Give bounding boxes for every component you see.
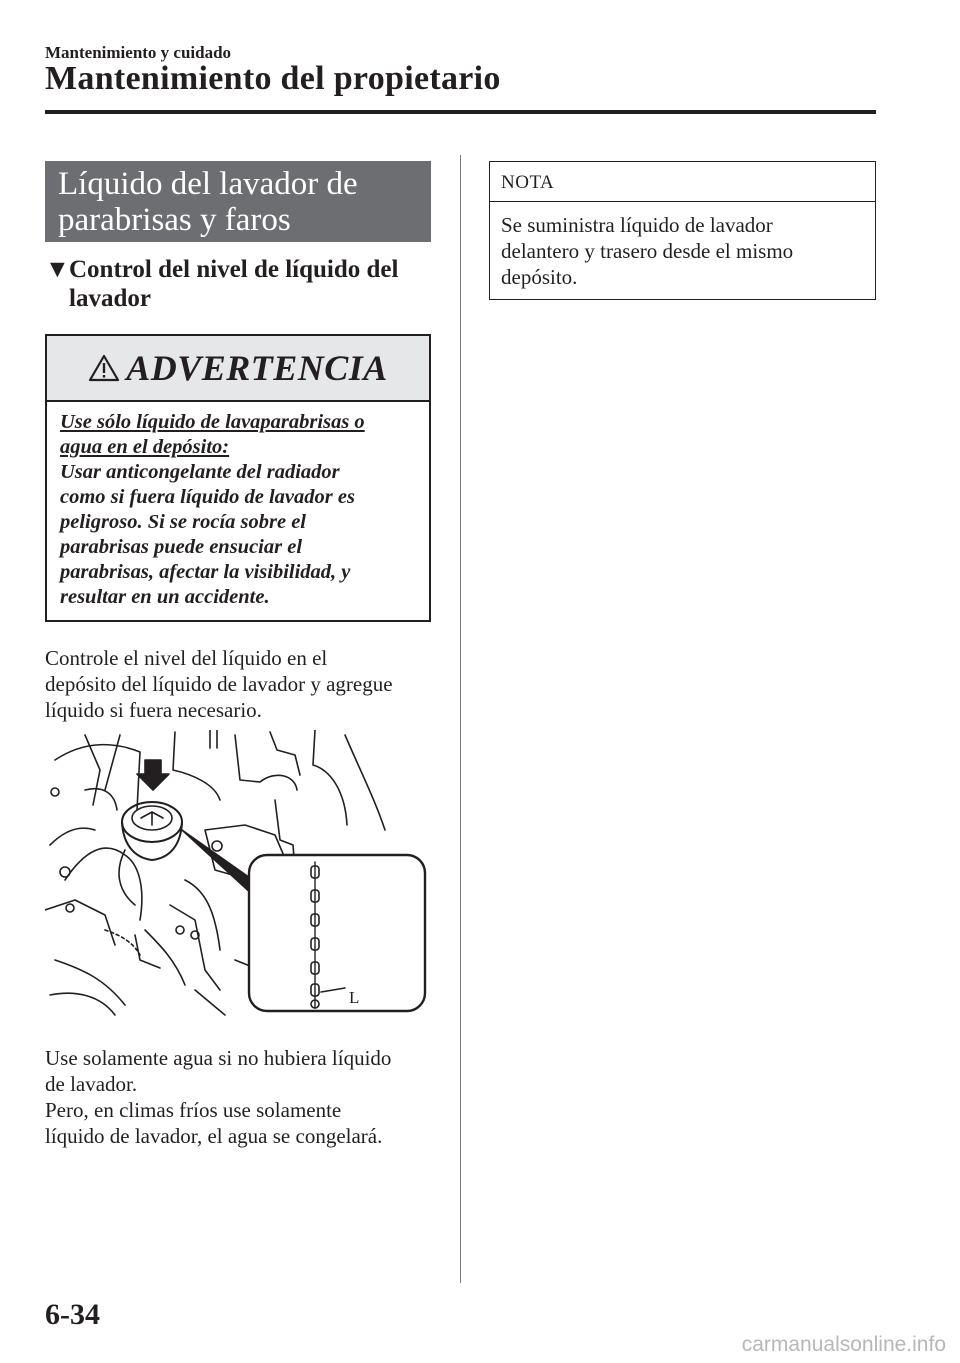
note-box — [489, 161, 876, 300]
warning-header — [47, 336, 429, 402]
warning-triangle-icon — [88, 354, 120, 382]
subheading-marker: ▼ — [45, 256, 70, 283]
paragraph-check-level — [45, 645, 445, 723]
topic-header — [45, 161, 431, 242]
warning-line-3: peligroso. Si se rocía sobre el — [60, 511, 306, 533]
warning-lead-line-2: agua en el depósito: — [60, 436, 230, 458]
warning-box — [45, 334, 431, 622]
section-kicker: Mantenimiento y cuidado — [45, 43, 232, 62]
paragraph-1-line-2: depósito del líquido de lavador y agregue — [45, 672, 393, 696]
washer-reservoir-illustration — [45, 730, 435, 1020]
warning-line-1: Usar anticongelante del radiador — [60, 461, 340, 483]
paragraph-2-line-2: de lavador. — [45, 1072, 138, 1096]
warning-line-6: resultar en un accidente. — [60, 586, 270, 608]
warning-line-2: como si fuera líquido de lavador es — [60, 486, 355, 508]
paragraph-2-line-3: Pero, en climas fríos use solamente — [45, 1098, 342, 1122]
topic-title-line-1: Líquido del lavador de — [58, 166, 358, 202]
title-rule — [45, 110, 876, 114]
subheading-line-1: Control del nivel de líquido del — [69, 256, 399, 283]
paragraph-2-line-4: líquido de lavador, el agua se congelará. — [45, 1124, 383, 1148]
note-title: NOTA — [490, 162, 875, 202]
callout-label: L — [349, 988, 360, 1007]
topic-title-line-2: parabrisas y faros — [58, 202, 291, 238]
page-number: 6-34 — [45, 1298, 100, 1331]
subheading — [45, 255, 431, 313]
warning-line-5: parabrisas, afectar la visibilidad, y — [60, 561, 351, 583]
subheading-line-2: lavador — [69, 285, 151, 312]
warning-line-4: parabrisas puede ensuciar el — [60, 536, 303, 558]
watermark: carmanualsonline.info — [741, 1333, 946, 1356]
note-line-3: depósito. — [501, 265, 578, 289]
warning-lead-line-1: Use sólo líquido de lavaparabrisas o — [60, 411, 365, 433]
chapter-title: Mantenimiento del propietario — [45, 60, 501, 97]
column-divider — [460, 155, 461, 1283]
warning-body — [47, 402, 429, 610]
warning-title: ADVERTENCIA — [126, 348, 388, 388]
note-line-2: delantero y trasero desde el mismo — [501, 239, 794, 263]
note-body — [490, 202, 875, 290]
paragraph-2-line-1: Use solamente agua si no hubiera líquido — [45, 1046, 392, 1070]
note-line-1: Se suministra líquido de lavador — [501, 213, 773, 237]
paragraph-1-line-3: líquido si fuera necesario. — [45, 698, 262, 722]
paragraph-1-line-1: Controle el nivel del líquido en el — [45, 646, 328, 670]
paragraph-water-use — [45, 1045, 445, 1149]
